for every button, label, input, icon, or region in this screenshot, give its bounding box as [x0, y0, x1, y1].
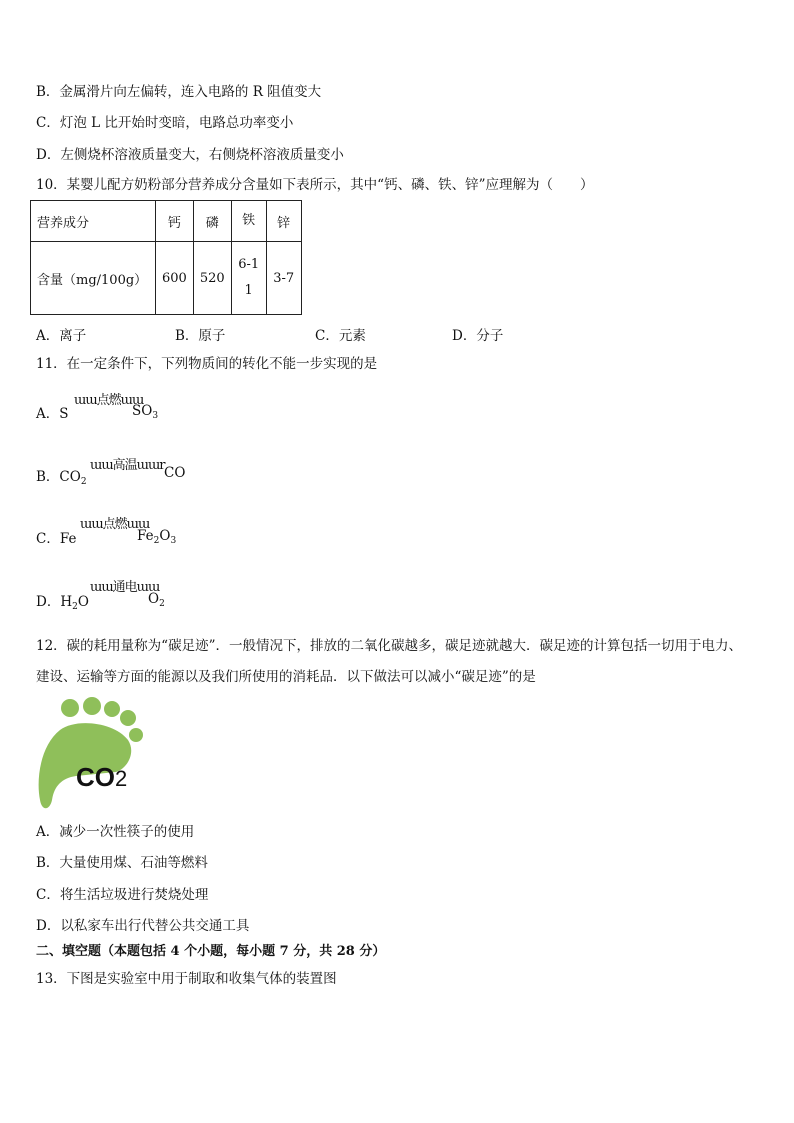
table-row: [31, 242, 302, 315]
subscript: 2: [159, 599, 165, 609]
q11-option-b: [36, 465, 87, 487]
product: [148, 591, 165, 609]
reactant: O: [77, 594, 89, 610]
q9-option-d: D．左侧烧杯溶液质量变大，右侧烧杯溶液质量变小: [36, 147, 344, 163]
product: CO: [164, 465, 186, 481]
toe-4: [120, 710, 136, 726]
table-cell-line: 1: [244, 283, 253, 298]
carbon-footprint-image: [36, 696, 148, 812]
option-letter: C．: [36, 531, 60, 547]
reaction-condition: ɯɯ点燃ɯɯ: [80, 517, 150, 532]
q9-option-b: B．金属滑片向左偏转，连入电路的 R 阻值变大: [36, 84, 322, 100]
table-cell-line: 6-1: [238, 257, 260, 272]
reaction-condition: ɯɯ点燃ɯɯ: [74, 393, 144, 408]
toe-3: [104, 701, 120, 717]
table-header-cell: 铁: [231, 201, 266, 242]
table-header-cell: 磷: [193, 201, 231, 242]
option-letter: D．: [36, 594, 61, 610]
subscript: 3: [170, 536, 177, 546]
q10-option-b: B．原子: [175, 328, 226, 344]
table-cell: 3-7: [266, 242, 301, 315]
q10-option-a: A．离子: [36, 328, 87, 344]
table-header-cell: 营养成分: [31, 201, 156, 242]
section-heading: 二、填空题（本题包括 4 个小题，每小题 7 分，共 28 分）: [36, 944, 386, 959]
subscript: 2: [80, 477, 87, 487]
nutrition-table: [30, 200, 302, 315]
reaction-condition: ɯɯ高温ɯɯr: [90, 458, 165, 473]
toe-2: [83, 697, 101, 715]
q11-stem: 11．在一定条件下，下列物质间的转化不能一步实现的是: [36, 356, 378, 372]
q12-option-d: D．以私家车出行代替公共交通工具: [36, 918, 250, 934]
q10-option-d: D．分子: [452, 328, 504, 344]
table-header-cell: 钙: [156, 201, 194, 242]
q10-stem: 10．某婴儿配方奶粉部分营养成分含量如下表所示，其中“钙、磷、铁、锌”应理解为（ ）: [36, 177, 594, 193]
reactant: Fe: [59, 531, 77, 547]
subscript: 2: [153, 536, 160, 546]
option-letter: B．: [36, 469, 60, 485]
q12-stem-line1: 12．碳的耗用量称为“碳足迹”．一般情况下，排放的二氧化碳越多，碳足迹就越大．碳足迹的计算包括一切用于电力、: [36, 638, 742, 654]
reactant: CO: [59, 469, 81, 485]
product-formula: SO: [132, 403, 153, 419]
reactant: H: [60, 594, 73, 610]
subscript: 2: [72, 602, 78, 612]
table-header-cell: 锌: [266, 201, 301, 242]
option-letter: A．: [36, 406, 60, 422]
q12-option-a: A．减少一次性筷子的使用: [36, 824, 195, 840]
product-formula: O: [159, 528, 171, 544]
q11-option-d: [36, 590, 89, 612]
table-cell: 520: [193, 242, 231, 315]
reaction-condition: ɯɯ通电ɯɯ: [90, 580, 160, 595]
q9-option-c: C．灯泡 L 比开始时变暗，电路总功率变小: [36, 115, 294, 131]
q12-stem-line2: 建设、运输等方面的能源以及我们所使用的消耗品．以下做法可以减小“碳足迹”的是: [36, 669, 536, 685]
q11-option-c: [36, 527, 76, 547]
table-header-row: [31, 201, 302, 242]
toe-1: [61, 699, 79, 717]
subscript: 3: [152, 411, 159, 421]
q11-option-a: [36, 402, 69, 422]
table-cell: [231, 242, 266, 315]
product-formula: Fe: [137, 528, 154, 544]
reactant: S: [59, 406, 69, 422]
co2-subscript: 2: [115, 766, 128, 791]
q10-option-c: C．元素: [315, 328, 366, 344]
product-formula: O: [148, 591, 160, 607]
product: [132, 403, 158, 421]
q13-stem: 13．下图是实验室中用于制取和收集气体的装置图: [36, 971, 337, 987]
product: [137, 528, 176, 546]
table-row-label: 含量（mg/100g）: [31, 242, 156, 315]
q12-option-b: B．大量使用煤、石油等燃料: [36, 855, 208, 871]
table-cell: 600: [156, 242, 194, 315]
co2-label: [76, 762, 127, 792]
toe-5: [129, 728, 143, 742]
co2-text: CO: [76, 762, 115, 792]
q12-option-c: C．将生活垃圾进行焚烧处理: [36, 887, 209, 903]
